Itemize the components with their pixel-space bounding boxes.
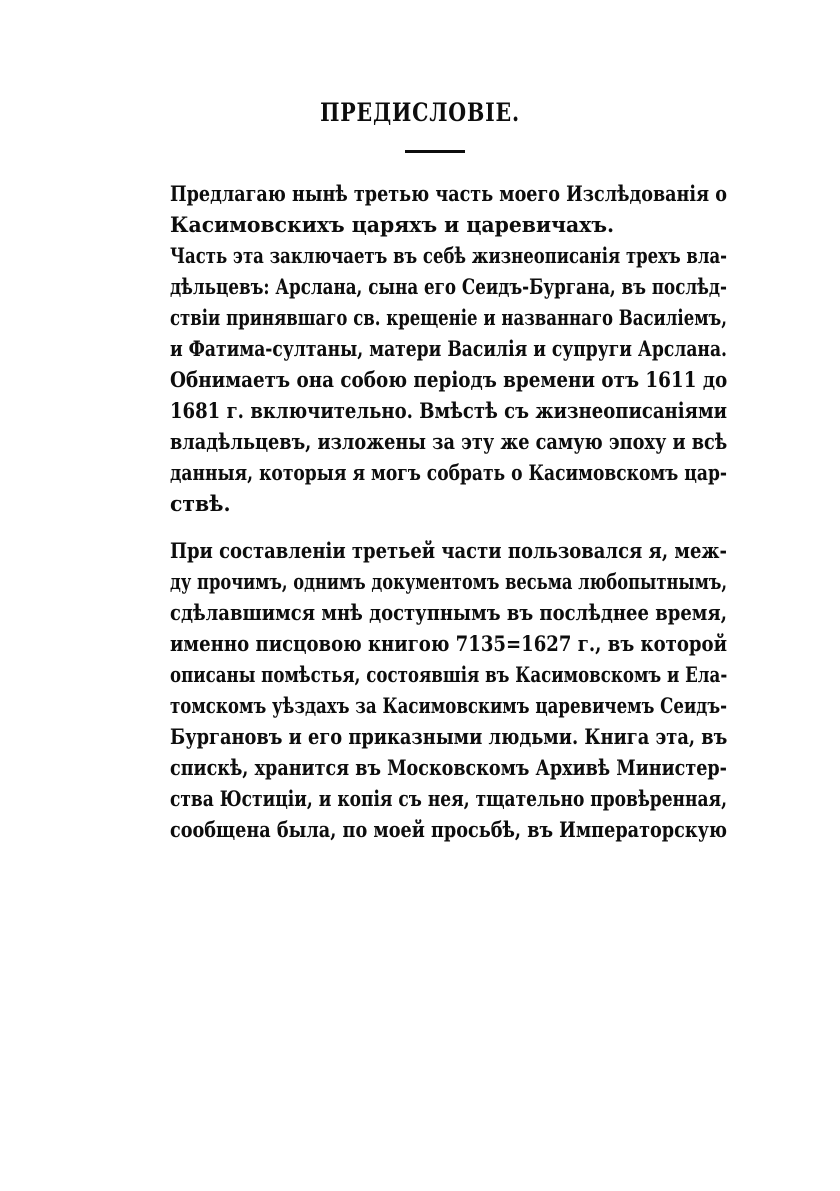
paragraph-line: ствіи принявшаго св. крещеніе и названнаго Василіемъ, (170, 305, 727, 330)
paragraph-line: Касимовскихъ царяхъ и царевичахъ. (170, 212, 615, 237)
title-rule (405, 150, 465, 153)
paragraph-line: Бургановъ и его приказными людьми. Книга эта, въ (170, 724, 728, 749)
paragraph-line: владѣльцевъ, изложены за эту же самую эпоху и всѣ (170, 429, 728, 454)
paragraph-line: сообщена была, по моей просьбѣ, въ Императорскую (170, 817, 727, 842)
paragraph-gap (170, 519, 727, 535)
paragraph-line: данныя, которыя я могъ собрать о Касимовскомъ цар- (170, 460, 727, 485)
paragraph-line: именно писцовою книгою 7135=1627 г., въ которой (170, 631, 728, 656)
paragraph-2 (170, 240, 727, 519)
paragraph-line: Предлагаю нынѣ третью часть моего Изслѣдованія о (170, 181, 728, 206)
paragraph-line: описаны помѣстья, состоявшія въ Касимовскомъ и Ела- (170, 662, 728, 687)
paragraph-line: сдѣлавшимся мнѣ доступнымъ въ послѣднее время, (170, 600, 727, 625)
body-text (170, 178, 727, 845)
paragraph-line: и Фатима-султаны, матери Василія и супруги Арслана. (170, 336, 728, 361)
paragraph-line: дѣльцевъ: Арслана, сына его Сеидъ-Бургана, въ послѣд- (170, 274, 727, 299)
paragraph-line: 1681 г. включительно. Вмѣстѣ съ жизнеописаніями (170, 398, 728, 423)
paragraph-line: спискѣ, хранится въ Московскомъ Архивѣ Министер- (170, 755, 727, 780)
paragraph-line: ду прочимъ, однимъ документомъ весьма любопытнымъ, (170, 569, 728, 594)
paragraph-line: Часть эта заключаетъ въ себѣ жизнеописанія трехъ вла- (170, 243, 727, 268)
page-title: ПРЕДИСЛОВІЕ. (320, 98, 520, 127)
paragraph-line: Обнимаетъ она собою періодъ времени отъ 1611 до (170, 367, 728, 392)
paragraph-line: ства Юстиціи, и копія съ нея, тщательно провѣренная, (170, 786, 728, 811)
paragraph-1 (170, 178, 727, 240)
paragraph-line: При составленіи третьей части пользовался я, меж- (170, 538, 727, 563)
paragraph-line: томскомъ уѣздахъ за Касимовскимъ царевичемъ Сеидъ- (170, 693, 728, 718)
paragraph-line: ствѣ. (170, 491, 231, 516)
paragraph-3 (170, 535, 727, 845)
